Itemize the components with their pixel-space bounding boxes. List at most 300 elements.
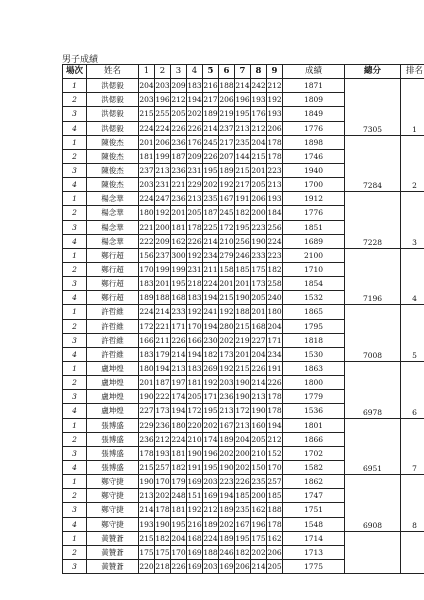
- game-score: 192: [155, 206, 171, 220]
- player-name: 鄭行超: [87, 291, 139, 305]
- game-score: 195: [203, 404, 219, 418]
- player-name: 洪偲毅: [87, 79, 139, 93]
- player-name: 許哲維: [87, 347, 139, 361]
- game-score: 191: [235, 192, 251, 206]
- series-total: 1863: [283, 361, 345, 375]
- player-name: 盧坤煌: [87, 390, 139, 404]
- game-score: 183: [139, 347, 155, 361]
- game-score: 204: [139, 79, 155, 93]
- game-score: 179: [155, 347, 171, 361]
- game-score: 300: [171, 248, 187, 262]
- game-score: 231: [155, 178, 171, 192]
- game-score: 210: [219, 234, 235, 248]
- game-score: 233: [171, 305, 187, 319]
- game-score: 170: [139, 262, 155, 276]
- game-score: 213: [267, 178, 283, 192]
- game-score: 201: [235, 277, 251, 291]
- game-score: 226: [235, 475, 251, 489]
- round-cell: 2: [63, 432, 87, 446]
- game-score: 214: [203, 121, 219, 135]
- game-score: 226: [187, 234, 203, 248]
- game-score: 236: [171, 192, 187, 206]
- series-total: 1710: [283, 262, 345, 276]
- round-cell: 3: [63, 390, 87, 404]
- team-total: 7008: [345, 305, 401, 362]
- game-score: 212: [267, 432, 283, 446]
- round-cell: 1: [63, 305, 87, 319]
- game-score: 173: [251, 277, 267, 291]
- game-score: 227: [251, 333, 267, 347]
- game-score: 179: [171, 475, 187, 489]
- game-score: 203: [155, 79, 171, 93]
- game-score: 201: [251, 305, 267, 319]
- player-name: 鄭守捷: [87, 489, 139, 503]
- game-score: 182: [235, 545, 251, 559]
- game-score: 196: [155, 93, 171, 107]
- series-total: 1536: [283, 404, 345, 418]
- game-score: 209: [187, 149, 203, 163]
- game-score: 190: [187, 446, 203, 460]
- game-score: 235: [235, 503, 251, 517]
- game-score: 190: [235, 291, 251, 305]
- game-score: 162: [267, 531, 283, 545]
- game-score: 214: [235, 79, 251, 93]
- game-score: 182: [267, 262, 283, 276]
- game-score: 226: [203, 149, 219, 163]
- game-score: 181: [139, 149, 155, 163]
- player-name: 張博盛: [87, 460, 139, 474]
- game-score: 214: [155, 305, 171, 319]
- game-score: 202: [219, 333, 235, 347]
- game-score: 229: [139, 418, 155, 432]
- game-score: 203: [203, 559, 219, 573]
- game-score: 206: [251, 192, 267, 206]
- player-name: 盧坤煌: [87, 376, 139, 390]
- series-total: 1779: [283, 390, 345, 404]
- game-score: 227: [139, 404, 155, 418]
- game-score: 192: [267, 93, 283, 107]
- game-score: 214: [251, 559, 267, 573]
- game-score: 201: [155, 277, 171, 291]
- game-score: 212: [203, 503, 219, 517]
- game-score: 219: [219, 107, 235, 121]
- game-score: 188: [235, 305, 251, 319]
- game-score: 169: [203, 489, 219, 503]
- round-cell: 4: [63, 234, 87, 248]
- game-score: 201: [171, 206, 187, 220]
- player-name: 鄭行超: [87, 277, 139, 291]
- round-cell: 1: [63, 475, 87, 489]
- game-score: 245: [203, 135, 219, 149]
- game-score: 196: [251, 517, 267, 531]
- game-score: 156: [139, 248, 155, 262]
- game-score: 216: [187, 517, 203, 531]
- game-score: 194: [267, 418, 283, 432]
- round-cell: 1: [63, 79, 87, 93]
- game-score: 206: [235, 559, 251, 573]
- game-score: 194: [187, 93, 203, 107]
- game-score: 175: [251, 262, 267, 276]
- round-cell: 1: [63, 248, 87, 262]
- game-score: 193: [267, 192, 283, 206]
- team-total: 7284: [345, 135, 401, 192]
- game-score: 194: [171, 404, 187, 418]
- game-score: 200: [251, 206, 267, 220]
- header-row: [63, 65, 424, 79]
- game-score: 233: [251, 248, 267, 262]
- game-score: 219: [235, 333, 251, 347]
- game-score: 169: [187, 545, 203, 559]
- game-score: 193: [251, 93, 267, 107]
- game-score: 202: [187, 107, 203, 121]
- game-score: 207: [219, 149, 235, 163]
- game-score: 245: [219, 206, 235, 220]
- game-score: 189: [139, 291, 155, 305]
- game-score: 195: [203, 163, 219, 177]
- game-score: 248: [171, 489, 187, 503]
- round-cell: 3: [63, 559, 87, 573]
- game-score: 218: [155, 559, 171, 573]
- series-total: 1862: [283, 475, 345, 489]
- game-score: 235: [235, 135, 251, 149]
- game-score: 201: [219, 277, 235, 291]
- game-score: 237: [155, 248, 171, 262]
- game-score: 206: [219, 93, 235, 107]
- player-name: 楊念華: [87, 220, 139, 234]
- series-total: 1854: [283, 277, 345, 291]
- header-game-8: 8: [251, 65, 267, 79]
- score-table: [62, 64, 424, 574]
- game-score: 166: [139, 333, 155, 347]
- game-score: 193: [267, 107, 283, 121]
- game-score: 206: [155, 135, 171, 149]
- game-score: 213: [155, 163, 171, 177]
- header-total: 成績: [283, 65, 345, 79]
- series-total: 1747: [283, 489, 345, 503]
- game-score: 167: [219, 418, 235, 432]
- game-score: 195: [235, 220, 251, 234]
- round-cell: 2: [63, 319, 87, 333]
- game-score: 195: [171, 277, 187, 291]
- game-score: 237: [219, 121, 235, 135]
- game-score: 180: [171, 418, 187, 432]
- game-score: 192: [219, 178, 235, 192]
- game-score: 218: [187, 277, 203, 291]
- player-name: 洪偲毅: [87, 93, 139, 107]
- game-score: 190: [219, 460, 235, 474]
- player-name: 鄭守捷: [87, 517, 139, 531]
- game-score: 172: [219, 220, 235, 234]
- game-score: 213: [235, 121, 251, 135]
- player-name: 許哲維: [87, 319, 139, 333]
- header-game-3: 3: [171, 65, 187, 79]
- game-score: 212: [171, 93, 187, 107]
- game-score: 195: [171, 517, 187, 531]
- game-score: 178: [139, 446, 155, 460]
- round-cell: 2: [63, 93, 87, 107]
- player-name: 楊念華: [87, 206, 139, 220]
- game-score: 168: [171, 291, 187, 305]
- game-score: 209: [171, 79, 187, 93]
- team-total: [345, 531, 401, 573]
- header-game-1: 1: [139, 65, 155, 79]
- game-score: 178: [267, 390, 283, 404]
- round-cell: 3: [63, 446, 87, 460]
- game-score: 171: [267, 333, 283, 347]
- series-total: 1866: [283, 432, 345, 446]
- table-row: [63, 531, 424, 545]
- team-rank: 4: [401, 248, 424, 305]
- game-score: 182: [235, 206, 251, 220]
- game-score: 195: [235, 107, 251, 121]
- game-score: 182: [203, 347, 219, 361]
- series-total: 1746: [283, 149, 345, 163]
- game-score: 269: [203, 361, 219, 375]
- game-score: 178: [267, 404, 283, 418]
- header-game-4: 4: [187, 65, 203, 79]
- game-score: 230: [203, 333, 219, 347]
- game-score: 206: [267, 545, 283, 559]
- game-score: 200: [155, 220, 171, 234]
- game-score: 226: [171, 121, 187, 135]
- game-score: 257: [155, 460, 171, 474]
- round-cell: 3: [63, 220, 87, 234]
- game-score: 173: [219, 347, 235, 361]
- game-score: 202: [203, 418, 219, 432]
- game-score: 168: [187, 531, 203, 545]
- player-name: 張博盛: [87, 446, 139, 460]
- game-score: 185: [267, 489, 283, 503]
- game-score: 183: [187, 79, 203, 93]
- game-score: 214: [171, 347, 187, 361]
- game-score: 224: [171, 432, 187, 446]
- game-score: 190: [139, 475, 155, 489]
- game-score: 212: [267, 79, 283, 93]
- game-score: 167: [219, 192, 235, 206]
- game-score: 203: [139, 178, 155, 192]
- team-total: 6908: [345, 475, 401, 532]
- game-score: 225: [203, 220, 219, 234]
- game-score: 189: [219, 531, 235, 545]
- game-score: 166: [187, 333, 203, 347]
- game-score: 178: [267, 135, 283, 149]
- game-score: 231: [187, 262, 203, 276]
- header-name: 姓名: [87, 65, 139, 79]
- player-name: 盧坤煌: [87, 361, 139, 375]
- table-row: [63, 305, 424, 319]
- round-cell: 3: [63, 333, 87, 347]
- team-total: 7305: [345, 79, 401, 136]
- game-score: 201: [235, 347, 251, 361]
- game-score: 185: [235, 262, 251, 276]
- game-score: 168: [251, 319, 267, 333]
- table-row: [63, 248, 424, 262]
- game-score: 231: [187, 163, 203, 177]
- team-rank: [401, 531, 424, 573]
- game-score: 221: [139, 220, 155, 234]
- header-game-5: 5: [203, 65, 219, 79]
- game-score: 214: [251, 376, 267, 390]
- game-score: 202: [219, 446, 235, 460]
- game-score: 246: [235, 248, 251, 262]
- game-score: 240: [267, 291, 283, 305]
- game-score: 202: [203, 178, 219, 192]
- series-total: 1702: [283, 446, 345, 460]
- series-total: 1940: [283, 163, 345, 177]
- game-score: 203: [203, 475, 219, 489]
- game-score: 195: [235, 531, 251, 545]
- game-score: 213: [187, 192, 203, 206]
- round-cell: 1: [63, 361, 87, 375]
- game-score: 221: [155, 319, 171, 333]
- game-score: 242: [251, 79, 267, 93]
- game-score: 224: [139, 192, 155, 206]
- series-total: 1849: [283, 107, 345, 121]
- game-score: 202: [219, 517, 235, 531]
- game-score: 202: [251, 545, 267, 559]
- game-score: 223: [267, 248, 283, 262]
- player-name: 黃贊蒼: [87, 531, 139, 545]
- game-score: 204: [251, 347, 267, 361]
- game-score: 192: [187, 305, 203, 319]
- game-score: 235: [203, 192, 219, 206]
- game-score: 247: [155, 192, 171, 206]
- game-score: 189: [219, 432, 235, 446]
- game-score: 189: [203, 517, 219, 531]
- game-score: 213: [139, 489, 155, 503]
- game-score: 188: [203, 545, 219, 559]
- game-score: 205: [251, 432, 267, 446]
- game-score: 210: [187, 432, 203, 446]
- game-score: 176: [251, 107, 267, 121]
- game-score: 169: [187, 559, 203, 573]
- team-total: 6978: [345, 361, 401, 418]
- game-score: 182: [171, 460, 187, 474]
- team-total: 7196: [345, 248, 401, 305]
- series-total: 1548: [283, 517, 345, 531]
- game-score: 191: [267, 361, 283, 375]
- header-game-7: 7: [235, 65, 251, 79]
- game-score: 234: [203, 248, 219, 262]
- game-score: 181: [187, 376, 203, 390]
- game-score: 206: [267, 121, 283, 135]
- team-rank: 5: [401, 305, 424, 362]
- game-score: 203: [219, 376, 235, 390]
- series-total: 1795: [283, 319, 345, 333]
- game-score: 190: [235, 390, 251, 404]
- game-score: 191: [187, 460, 203, 474]
- game-score: 217: [219, 135, 235, 149]
- game-score: 236: [139, 432, 155, 446]
- game-score: 182: [155, 531, 171, 545]
- game-score: 211: [203, 262, 219, 276]
- player-name: 陳俊杰: [87, 178, 139, 192]
- game-score: 170: [187, 319, 203, 333]
- game-score: 188: [155, 291, 171, 305]
- game-score: 181: [171, 220, 187, 234]
- game-score: 185: [235, 489, 251, 503]
- game-score: 194: [219, 489, 235, 503]
- team-rank: 6: [401, 361, 424, 418]
- game-score: 174: [171, 390, 187, 404]
- game-score: 174: [203, 432, 219, 446]
- game-score: 201: [251, 163, 267, 177]
- game-score: 213: [171, 361, 187, 375]
- team-rank: 7: [401, 418, 424, 475]
- team-total: 6951: [345, 418, 401, 475]
- game-score: 169: [187, 475, 203, 489]
- game-score: 188: [219, 79, 235, 93]
- header-game-9: 9: [267, 65, 283, 79]
- game-score: 189: [219, 503, 235, 517]
- game-score: 205: [267, 559, 283, 573]
- team-rank: 8: [401, 475, 424, 532]
- game-score: 162: [171, 234, 187, 248]
- game-score: 144: [235, 149, 251, 163]
- game-score: 213: [235, 418, 251, 432]
- team-rank: 3: [401, 192, 424, 249]
- game-score: 158: [219, 262, 235, 276]
- game-score: 176: [187, 135, 203, 149]
- game-score: 151: [187, 489, 203, 503]
- series-total: 1776: [283, 206, 345, 220]
- round-cell: 4: [63, 291, 87, 305]
- game-score: 215: [251, 149, 267, 163]
- game-score: 215: [235, 163, 251, 177]
- game-score: 189: [219, 163, 235, 177]
- table-row: [63, 135, 424, 149]
- game-score: 193: [155, 446, 171, 460]
- game-score: 211: [155, 333, 171, 347]
- table-row: [63, 361, 424, 375]
- game-score: 224: [267, 234, 283, 248]
- series-total: 1800: [283, 376, 345, 390]
- round-cell: 2: [63, 149, 87, 163]
- game-score: 180: [139, 206, 155, 220]
- round-cell: 1: [63, 418, 87, 432]
- round-cell: 2: [63, 545, 87, 559]
- game-score: 204: [251, 135, 267, 149]
- round-cell: 3: [63, 107, 87, 121]
- game-score: 195: [203, 460, 219, 474]
- game-score: 215: [235, 361, 251, 375]
- game-score: 175: [251, 531, 267, 545]
- round-cell: 3: [63, 503, 87, 517]
- game-score: 217: [235, 178, 251, 192]
- game-score: 204: [267, 319, 283, 333]
- player-name: 陳俊杰: [87, 149, 139, 163]
- header-game-6: 6: [219, 65, 235, 79]
- game-score: 204: [235, 432, 251, 446]
- game-score: 236: [171, 163, 187, 177]
- game-score: 190: [251, 234, 267, 248]
- page-title: 男子成績: [62, 55, 99, 65]
- series-total: 1751: [283, 503, 345, 517]
- game-score: 190: [139, 390, 155, 404]
- game-score: 150: [251, 460, 267, 474]
- game-score: 192: [219, 305, 235, 319]
- round-cell: 1: [63, 192, 87, 206]
- game-score: 256: [267, 220, 283, 234]
- game-score: 215: [235, 319, 251, 333]
- game-score: 181: [171, 446, 187, 460]
- game-score: 201: [139, 135, 155, 149]
- game-score: 187: [171, 149, 187, 163]
- round-cell: 3: [63, 277, 87, 291]
- series-total: 1818: [283, 333, 345, 347]
- game-score: 192: [219, 361, 235, 375]
- game-score: 236: [171, 135, 187, 149]
